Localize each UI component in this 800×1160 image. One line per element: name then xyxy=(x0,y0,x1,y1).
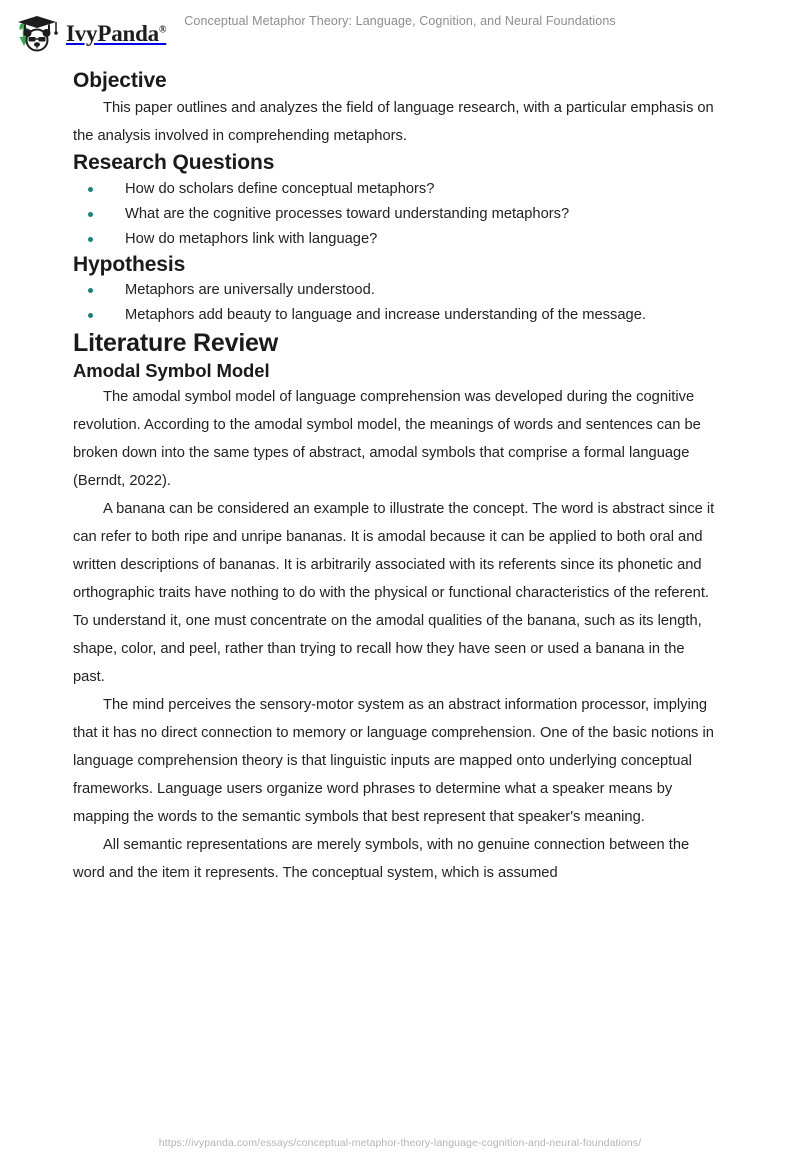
paragraph-amodal-4: All semantic representations are merely symbols, with no genuine connection between the word and the item it represents. The conceptual system, which is assumed xyxy=(73,837,690,882)
page-footer xyxy=(0,1133,800,1151)
list-research-questions xyxy=(73,177,718,252)
heading-literature-review: Literature Review xyxy=(73,328,279,357)
paragraph-amodal-3: The mind perceives the sensory-motor system as an abstract information processor, implying that it has no direct connection to memory or language comprehension. One of the basic notions in language comprehension theory is that linguistic inputs are mapped onto underlying conceptual frameworks. Language users organize word phrases to determine what a speaker means by mapping the words to the semantic symbols that best represent that speaker's meaning. xyxy=(73,697,714,826)
page-header xyxy=(0,0,800,58)
footer-source-url[interactable]: https://ivypanda.com/essays/conceptual-metaphor-theory-language-cognition-and-neural-foundations/ xyxy=(158,1137,642,1149)
paragraph-objective: This paper outlines and analyzes the field of language research, with a particular emphasis on the analysis involved in comprehending metaphors. xyxy=(73,100,714,145)
list-item: What are the cognitive processes toward understanding metaphors? xyxy=(73,202,718,227)
list-item: Metaphors are universally understood. xyxy=(73,278,718,303)
list-item: How do scholars define conceptual metaphors? xyxy=(73,177,718,202)
brand-name-text: IvyPanda xyxy=(66,20,159,46)
paragraph-amodal-1: The amodal symbol model of language comprehension was developed during the cognitive revolution. According to the amodal symbol model, the meanings of words and sentences can be broken down into the same types of abstract, amodal symbols that comprise a formal language (Berndt, 2022). xyxy=(73,389,701,490)
document-body xyxy=(73,68,718,887)
heading-objective: Objective xyxy=(73,69,167,92)
list-hypothesis xyxy=(73,278,718,328)
heading-amodal-symbol-model: Amodal Symbol Model xyxy=(73,360,270,381)
list-item: Metaphors add beauty to language and increase understanding of the message. xyxy=(73,303,718,328)
heading-hypothesis: Hypothesis xyxy=(73,252,186,276)
document-header-title: Conceptual Metaphor Theory: Language, Cognition, and Neural Foundations xyxy=(184,14,616,28)
list-item: How do metaphors link with language? xyxy=(73,227,718,252)
paragraph-amodal-2: A banana can be considered an example to illustrate the concept. The word is abstract since it can refer to both ripe and unripe bananas. It is amodal because it can be applied to both oral and written descriptions of bananas. It is arbitrarily associated with its referents since its phonetic and orthographic traits have nothing to do with the physical or functional characteristics of the referent. To understand it, one must concentrate on the amodal qualities of the banana, such as its length, shape, color, and peel, rather than trying to recall how they have seen or used a banana in the past. xyxy=(73,501,715,686)
registered-trademark-icon: ® xyxy=(158,23,167,35)
heading-research-questions: Research Questions xyxy=(73,151,275,175)
